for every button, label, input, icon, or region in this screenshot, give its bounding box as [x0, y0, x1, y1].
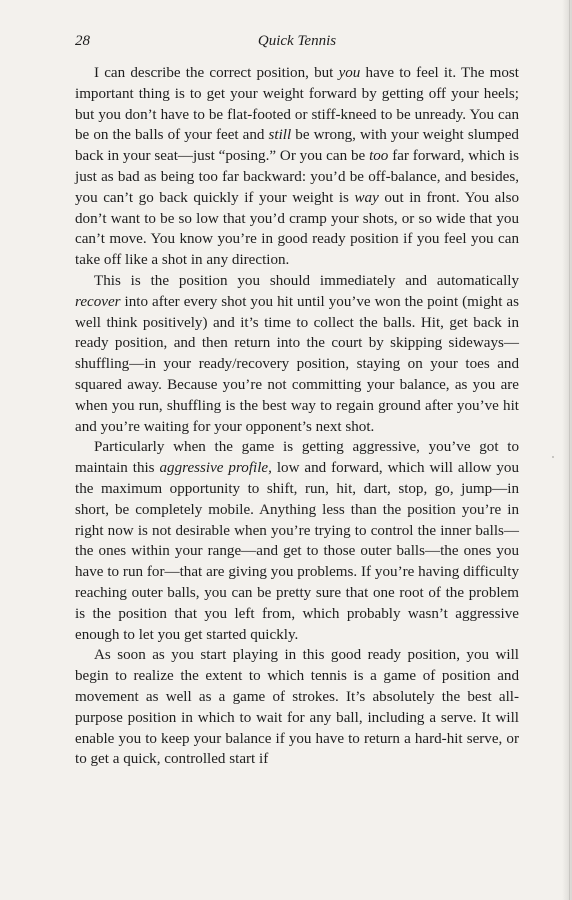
text-run: low and forward, which will allow you the maximum opportunity to shift, run, hit, dart, stop, go, jump—in short, be completely mobile. Anything less than the position you’re in right now is not desirable when you’re trying to control the inner balls—the ones within your range—and get to those outer balls—the ones you have to run for—that are giving you problems. If you’re having difficulty reaching outer balls, you can be pretty sure that one root of the problem is the position that you left from, which probably wasn’t aggressive enough to let you get started quickly.: [75, 460, 520, 643]
paragraph: [75, 271, 519, 437]
page-edge-line: [569, 0, 570, 900]
page-edge-shadow: [562, 0, 572, 900]
running-header: [75, 33, 519, 53]
paragraph: [75, 437, 519, 645]
text-run: This is the position you should immediately and automatically: [94, 272, 519, 289]
text-run: Particularly when the game is getting aggressive, you’ve got to maintain this: [75, 439, 519, 477]
text-run: out in front. You also don’t want to be so low that you’d cramp your shots, or so wide that you can’t move. You know you’re in good ready position if you feel you can take off like a shot in any direction.: [75, 189, 519, 269]
text-run: be wrong, with your weight slumped back in your seat—just “posing.” Or you can be: [75, 127, 519, 165]
paragraph: [75, 63, 519, 271]
italic-text: aggressive profile,: [159, 460, 272, 477]
page-number: 28: [75, 33, 90, 49]
text-run: I can describe the correct position, but: [94, 65, 339, 81]
text-run: As soon as you start playing in this good ready position, you will begin to realize the extent to which tennis is a game of position and movement as well as a game of strokes. It’s absolutely the best all-purpose position in which to wait for any ball, including a serve. It will enable you to keep your balance if you have to return a hard-hit serve, or to get a quick, controlled start if: [75, 647, 519, 768]
paragraph: [75, 645, 519, 770]
running-title: Quick Tennis: [257, 33, 337, 49]
italic-text: way: [354, 189, 379, 206]
text-run: far forward, which is just as bad as being too far backward: you’d be off-balance, and besides, you can’t go back quickly if your weight is: [75, 148, 519, 206]
italic-text: too: [369, 148, 389, 165]
italic-text: you: [338, 65, 361, 81]
italic-text: recover: [75, 293, 121, 310]
text-run: have to feel it. The most important thing is to get your weight forward by getting off your heels; but you don’t have to be flat-footed or stiff-kneed to be unready. You can be on the balls of your feet and: [75, 65, 519, 144]
body-text: [75, 63, 519, 770]
paper-speck: [552, 456, 554, 458]
text-run: into after every shot you hit until you’ve won the point (might as well think positively) and it’s time to collect the balls. Hit, get back in ready position, and then return into the court by skipping sideways—shuffling—in your ready/recovery position, staying on your toes and squared away. Because you’re not committing your balance, as you are when you run, shuffling is the best way to regain ground after you’ve hit and you’re waiting for your opponent’s next shot.: [75, 293, 519, 435]
italic-text: still: [268, 127, 292, 144]
